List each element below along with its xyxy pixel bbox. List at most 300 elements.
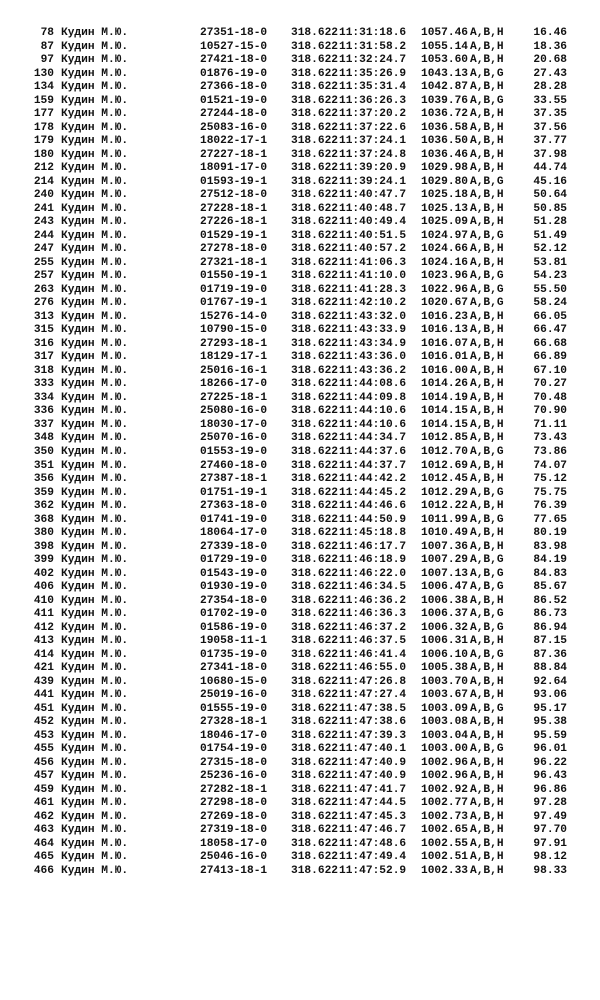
list-item bbox=[0, 851, 600, 865]
row-number: 464 bbox=[33, 837, 54, 850]
ring-code: 18091-17-0 bbox=[200, 162, 268, 175]
score-value: 28.28 bbox=[533, 81, 567, 94]
distance-value: 318.622 bbox=[291, 554, 338, 567]
arrival-time: 11:47:40.9 bbox=[339, 756, 407, 769]
row-number: 316 bbox=[33, 337, 54, 350]
ring-code: 10680-15-0 bbox=[200, 675, 268, 688]
row-number: 255 bbox=[33, 256, 54, 269]
arrival-time: 11:43:36.0 bbox=[339, 351, 407, 364]
owner-name: Кудин М.Ю. bbox=[61, 783, 129, 796]
row-number: 368 bbox=[33, 513, 54, 526]
section-codes: A,B,H bbox=[470, 689, 504, 702]
list-item bbox=[0, 54, 600, 68]
owner-name: Кудин М.Ю. bbox=[61, 500, 129, 513]
list-item bbox=[0, 108, 600, 122]
speed-value: 1042.87 bbox=[421, 81, 468, 94]
row-number: 466 bbox=[33, 864, 54, 877]
section-codes: A,B,H bbox=[470, 756, 504, 769]
ring-code: 25080-16-0 bbox=[200, 405, 268, 418]
ring-code: 01767-19-1 bbox=[200, 297, 268, 310]
section-codes: A,B,H bbox=[470, 243, 504, 256]
score-value: 97.49 bbox=[533, 810, 567, 823]
score-value: 45.16 bbox=[533, 175, 567, 188]
arrival-time: 11:46:17.7 bbox=[339, 540, 407, 553]
arrival-time: 11:44:10.6 bbox=[339, 405, 407, 418]
score-value: 50.85 bbox=[533, 202, 567, 215]
ring-code: 27269-18-0 bbox=[200, 810, 268, 823]
ring-code: 01735-19-0 bbox=[200, 648, 268, 661]
speed-value: 1012.22 bbox=[421, 500, 468, 513]
section-codes: A,B,H bbox=[470, 148, 504, 161]
section-codes: A,B,H bbox=[470, 27, 504, 39]
list-item bbox=[0, 649, 600, 663]
distance-value: 318.622 bbox=[291, 108, 338, 121]
arrival-time: 11:37:24.8 bbox=[339, 148, 407, 161]
row-number: 179 bbox=[33, 135, 54, 148]
distance-value: 318.622 bbox=[291, 837, 338, 850]
owner-name: Кудин М.Ю. bbox=[61, 121, 129, 134]
row-number: 455 bbox=[33, 743, 54, 756]
owner-name: Кудин М.Ю. bbox=[61, 554, 129, 567]
section-codes: A,B,H bbox=[470, 81, 504, 94]
owner-name: Кудин М.Ю. bbox=[61, 189, 129, 202]
ring-code: 27512-18-0 bbox=[200, 189, 268, 202]
distance-value: 318.622 bbox=[291, 567, 338, 580]
section-codes: A,B,H bbox=[470, 405, 504, 418]
ring-code: 27226-18-1 bbox=[200, 216, 268, 229]
list-item bbox=[0, 122, 600, 136]
ring-code: 18129-17-1 bbox=[200, 351, 268, 364]
section-codes: A,B,H bbox=[470, 121, 504, 134]
owner-name: Кудин М.Ю. bbox=[61, 162, 129, 175]
list-item bbox=[0, 270, 600, 284]
distance-value: 318.622 bbox=[291, 27, 338, 39]
score-value: 52.12 bbox=[533, 243, 567, 256]
ring-code: 27225-18-1 bbox=[200, 391, 268, 404]
row-number: 315 bbox=[33, 324, 54, 337]
score-value: 66.47 bbox=[533, 324, 567, 337]
speed-value: 1002.65 bbox=[421, 824, 468, 837]
distance-value: 318.622 bbox=[291, 702, 338, 715]
speed-value: 1057.46 bbox=[421, 27, 468, 39]
list-item bbox=[0, 378, 600, 392]
ring-code: 01876-19-0 bbox=[200, 67, 268, 80]
section-codes: A,B,H bbox=[470, 675, 504, 688]
speed-value: 1002.96 bbox=[421, 770, 468, 783]
score-value: 86.73 bbox=[533, 608, 567, 621]
arrival-time: 11:47:49.4 bbox=[339, 851, 407, 864]
arrival-time: 11:46:36.3 bbox=[339, 608, 407, 621]
list-item bbox=[0, 203, 600, 217]
score-value: 96.86 bbox=[533, 783, 567, 796]
score-value: 77.65 bbox=[533, 513, 567, 526]
distance-value: 318.622 bbox=[291, 621, 338, 634]
distance-value: 318.622 bbox=[291, 297, 338, 310]
score-value: 70.27 bbox=[533, 378, 567, 391]
score-value: 96.43 bbox=[533, 770, 567, 783]
speed-value: 1002.73 bbox=[421, 810, 468, 823]
speed-value: 1005.38 bbox=[421, 662, 468, 675]
owner-name: Кудин М.Ю. bbox=[61, 27, 129, 39]
arrival-time: 11:41:10.0 bbox=[339, 270, 407, 283]
section-codes: A,B,H bbox=[470, 824, 504, 837]
row-number: 257 bbox=[33, 270, 54, 283]
score-value: 27.43 bbox=[533, 67, 567, 80]
row-number: 356 bbox=[33, 473, 54, 486]
arrival-time: 11:42:10.2 bbox=[339, 297, 407, 310]
owner-name: Кудин М.Ю. bbox=[61, 391, 129, 404]
distance-value: 318.622 bbox=[291, 351, 338, 364]
ring-code: 27228-18-1 bbox=[200, 202, 268, 215]
owner-name: Кудин М.Ю. bbox=[61, 243, 129, 256]
ring-code: 27363-18-0 bbox=[200, 500, 268, 513]
owner-name: Кудин М.Ю. bbox=[61, 702, 129, 715]
owner-name: Кудин М.Ю. bbox=[61, 608, 129, 621]
row-number: 334 bbox=[33, 391, 54, 404]
row-number: 452 bbox=[33, 716, 54, 729]
owner-name: Кудин М.Ю. bbox=[61, 770, 129, 783]
ring-code: 18046-17-0 bbox=[200, 729, 268, 742]
score-value: 71.11 bbox=[533, 418, 567, 431]
ring-code: 25019-16-0 bbox=[200, 689, 268, 702]
speed-value: 1016.13 bbox=[421, 324, 468, 337]
ring-code: 25070-16-0 bbox=[200, 432, 268, 445]
section-codes: A,B,G bbox=[470, 513, 504, 526]
row-number: 318 bbox=[33, 364, 54, 377]
speed-value: 1029.98 bbox=[421, 162, 468, 175]
list-item bbox=[0, 135, 600, 149]
section-codes: A,B,G bbox=[470, 67, 504, 80]
list-item bbox=[0, 743, 600, 757]
row-number: 247 bbox=[33, 243, 54, 256]
arrival-time: 11:44:09.8 bbox=[339, 391, 407, 404]
owner-name: Кудин М.Ю. bbox=[61, 648, 129, 661]
section-codes: A,B,G bbox=[470, 94, 504, 107]
section-codes: A,B,G bbox=[470, 702, 504, 715]
distance-value: 318.622 bbox=[291, 513, 338, 526]
speed-value: 1014.26 bbox=[421, 378, 468, 391]
ring-code: 27293-18-1 bbox=[200, 337, 268, 350]
list-item bbox=[0, 460, 600, 474]
distance-value: 318.622 bbox=[291, 337, 338, 350]
list-item bbox=[0, 568, 600, 582]
distance-value: 318.622 bbox=[291, 635, 338, 648]
arrival-time: 11:46:22.0 bbox=[339, 567, 407, 580]
section-codes: A,B,G bbox=[470, 648, 504, 661]
score-value: 86.52 bbox=[533, 594, 567, 607]
score-value: 97.70 bbox=[533, 824, 567, 837]
list-item bbox=[0, 68, 600, 82]
list-item bbox=[0, 432, 600, 446]
row-number: 414 bbox=[33, 648, 54, 661]
list-item bbox=[0, 662, 600, 676]
speed-value: 1012.70 bbox=[421, 445, 468, 458]
row-number: 336 bbox=[33, 405, 54, 418]
speed-value: 1003.08 bbox=[421, 716, 468, 729]
list-item bbox=[0, 297, 600, 311]
speed-value: 1039.76 bbox=[421, 94, 468, 107]
score-value: 51.28 bbox=[533, 216, 567, 229]
ring-code: 25083-16-0 bbox=[200, 121, 268, 134]
owner-name: Кудин М.Ю. bbox=[61, 67, 129, 80]
score-value: 92.64 bbox=[533, 675, 567, 688]
score-value: 85.67 bbox=[533, 581, 567, 594]
distance-value: 318.622 bbox=[291, 770, 338, 783]
row-number: 441 bbox=[33, 689, 54, 702]
section-codes: A,B,H bbox=[470, 364, 504, 377]
owner-name: Кудин М.Ю. bbox=[61, 675, 129, 688]
ring-code: 01553-19-0 bbox=[200, 445, 268, 458]
section-codes: A,B,H bbox=[470, 162, 504, 175]
distance-value: 318.622 bbox=[291, 527, 338, 540]
owner-name: Кудин М.Ю. bbox=[61, 364, 129, 377]
section-codes: A,B,G bbox=[470, 283, 504, 296]
arrival-time: 11:44:37.7 bbox=[339, 459, 407, 472]
row-number: 313 bbox=[33, 310, 54, 323]
list-item bbox=[0, 676, 600, 690]
row-number: 214 bbox=[33, 175, 54, 188]
owner-name: Кудин М.Ю. bbox=[61, 756, 129, 769]
owner-name: Кудин М.Ю. bbox=[61, 797, 129, 810]
distance-value: 318.622 bbox=[291, 418, 338, 431]
ring-code: 01529-19-1 bbox=[200, 229, 268, 242]
arrival-time: 11:43:33.9 bbox=[339, 324, 407, 337]
distance-value: 318.622 bbox=[291, 391, 338, 404]
arrival-time: 11:31:58.2 bbox=[339, 40, 407, 53]
speed-value: 1003.70 bbox=[421, 675, 468, 688]
speed-value: 1002.92 bbox=[421, 783, 468, 796]
row-number: 461 bbox=[33, 797, 54, 810]
arrival-time: 11:40:51.5 bbox=[339, 229, 407, 242]
arrival-time: 11:47:27.4 bbox=[339, 689, 407, 702]
distance-value: 318.622 bbox=[291, 283, 338, 296]
owner-name: Кудин М.Ю. bbox=[61, 94, 129, 107]
speed-value: 1006.10 bbox=[421, 648, 468, 661]
arrival-time: 11:44:45.2 bbox=[339, 486, 407, 499]
ring-code: 27341-18-0 bbox=[200, 662, 268, 675]
distance-value: 318.622 bbox=[291, 175, 338, 188]
distance-value: 318.622 bbox=[291, 432, 338, 445]
score-value: 54.23 bbox=[533, 270, 567, 283]
list-item bbox=[0, 149, 600, 163]
distance-value: 318.622 bbox=[291, 851, 338, 864]
score-value: 16.46 bbox=[533, 27, 567, 39]
arrival-time: 11:47:39.3 bbox=[339, 729, 407, 742]
arrival-time: 11:32:24.7 bbox=[339, 54, 407, 67]
ring-code: 25016-16-1 bbox=[200, 364, 268, 377]
ring-code: 01543-19-0 bbox=[200, 567, 268, 580]
arrival-time: 11:40:49.4 bbox=[339, 216, 407, 229]
section-codes: A,B,H bbox=[470, 459, 504, 472]
section-codes: A,B,H bbox=[470, 378, 504, 391]
arrival-time: 11:44:10.6 bbox=[339, 418, 407, 431]
row-number: 351 bbox=[33, 459, 54, 472]
score-value: 87.15 bbox=[533, 635, 567, 648]
ring-code: 25046-16-0 bbox=[200, 851, 268, 864]
list-item bbox=[0, 176, 600, 190]
distance-value: 318.622 bbox=[291, 810, 338, 823]
list-item bbox=[0, 541, 600, 555]
speed-value: 1020.67 bbox=[421, 297, 468, 310]
owner-name: Кудин М.Ю. bbox=[61, 473, 129, 486]
speed-value: 1055.14 bbox=[421, 40, 468, 53]
distance-value: 318.622 bbox=[291, 594, 338, 607]
distance-value: 318.622 bbox=[291, 459, 338, 472]
distance-value: 318.622 bbox=[291, 121, 338, 134]
score-value: 83.98 bbox=[533, 540, 567, 553]
list-item bbox=[0, 554, 600, 568]
list-item bbox=[0, 716, 600, 730]
owner-name: Кудин М.Ю. bbox=[61, 864, 129, 877]
section-codes: A,B,H bbox=[470, 770, 504, 783]
section-codes: A,B,H bbox=[470, 810, 504, 823]
arrival-time: 11:47:48.6 bbox=[339, 837, 407, 850]
score-value: 50.64 bbox=[533, 189, 567, 202]
speed-value: 1002.51 bbox=[421, 851, 468, 864]
owner-name: Кудин М.Ю. bbox=[61, 432, 129, 445]
results-list bbox=[0, 27, 600, 878]
row-number: 399 bbox=[33, 554, 54, 567]
row-number: 97 bbox=[40, 54, 54, 67]
score-value: 20.68 bbox=[533, 54, 567, 67]
arrival-time: 11:46:36.2 bbox=[339, 594, 407, 607]
owner-name: Кудин М.Ю. bbox=[61, 283, 129, 296]
distance-value: 318.622 bbox=[291, 243, 338, 256]
speed-value: 1006.38 bbox=[421, 594, 468, 607]
list-item bbox=[0, 608, 600, 622]
ring-code: 18064-17-0 bbox=[200, 527, 268, 540]
speed-value: 1036.50 bbox=[421, 135, 468, 148]
ring-code: 01555-19-0 bbox=[200, 702, 268, 715]
ring-code: 27366-18-0 bbox=[200, 81, 268, 94]
arrival-time: 11:37:20.2 bbox=[339, 108, 407, 121]
row-number: 180 bbox=[33, 148, 54, 161]
speed-value: 1025.18 bbox=[421, 189, 468, 202]
speed-value: 1002.96 bbox=[421, 756, 468, 769]
row-number: 78 bbox=[40, 27, 54, 39]
owner-name: Кудин М.Ю. bbox=[61, 621, 129, 634]
ring-code: 18266-17-0 bbox=[200, 378, 268, 391]
owner-name: Кудин М.Ю. bbox=[61, 229, 129, 242]
distance-value: 318.622 bbox=[291, 229, 338, 242]
speed-value: 1016.23 bbox=[421, 310, 468, 323]
score-value: 44.74 bbox=[533, 162, 567, 175]
owner-name: Кудин М.Ю. bbox=[61, 729, 129, 742]
row-number: 406 bbox=[33, 581, 54, 594]
score-value: 37.35 bbox=[533, 108, 567, 121]
row-number: 244 bbox=[33, 229, 54, 242]
speed-value: 1010.49 bbox=[421, 527, 468, 540]
list-item bbox=[0, 622, 600, 636]
ring-code: 27339-18-0 bbox=[200, 540, 268, 553]
arrival-time: 11:47:26.8 bbox=[339, 675, 407, 688]
speed-value: 1022.96 bbox=[421, 283, 468, 296]
list-item bbox=[0, 162, 600, 176]
score-value: 73.43 bbox=[533, 432, 567, 445]
arrival-time: 11:46:37.5 bbox=[339, 635, 407, 648]
arrival-time: 11:43:36.2 bbox=[339, 364, 407, 377]
arrival-time: 11:44:42.2 bbox=[339, 473, 407, 486]
ring-code: 01593-19-1 bbox=[200, 175, 268, 188]
score-value: 80.19 bbox=[533, 527, 567, 540]
ring-code: 10790-15-0 bbox=[200, 324, 268, 337]
owner-name: Кудин М.Ю. bbox=[61, 486, 129, 499]
speed-value: 1043.13 bbox=[421, 67, 468, 80]
score-value: 97.91 bbox=[533, 837, 567, 850]
ring-code: 27298-18-0 bbox=[200, 797, 268, 810]
speed-value: 1007.36 bbox=[421, 540, 468, 553]
score-value: 84.83 bbox=[533, 567, 567, 580]
distance-value: 318.622 bbox=[291, 310, 338, 323]
score-value: 97.28 bbox=[533, 797, 567, 810]
ring-code: 18058-17-0 bbox=[200, 837, 268, 850]
arrival-time: 11:47:46.7 bbox=[339, 824, 407, 837]
ring-code: 25236-16-0 bbox=[200, 770, 268, 783]
owner-name: Кудин М.Ю. bbox=[61, 216, 129, 229]
section-codes: A,B,H bbox=[470, 662, 504, 675]
owner-name: Кудин М.Ю. bbox=[61, 689, 129, 702]
section-codes: A,B,H bbox=[470, 310, 504, 323]
score-value: 95.38 bbox=[533, 716, 567, 729]
ring-code: 27460-18-0 bbox=[200, 459, 268, 472]
list-item bbox=[0, 189, 600, 203]
speed-value: 1016.01 bbox=[421, 351, 468, 364]
ring-code: 27421-18-0 bbox=[200, 54, 268, 67]
row-number: 178 bbox=[33, 121, 54, 134]
arrival-time: 11:35:31.4 bbox=[339, 81, 407, 94]
arrival-time: 11:41:28.3 bbox=[339, 283, 407, 296]
arrival-time: 11:40:47.7 bbox=[339, 189, 407, 202]
score-value: 95.17 bbox=[533, 702, 567, 715]
owner-name: Кудин М.Ю. bbox=[61, 635, 129, 648]
owner-name: Кудин М.Ю. bbox=[61, 837, 129, 850]
list-item bbox=[0, 351, 600, 365]
arrival-time: 11:47:40.1 bbox=[339, 743, 407, 756]
distance-value: 318.622 bbox=[291, 864, 338, 877]
row-number: 348 bbox=[33, 432, 54, 445]
arrival-time: 11:47:41.7 bbox=[339, 783, 407, 796]
speed-value: 1012.69 bbox=[421, 459, 468, 472]
section-codes: A,B,G bbox=[470, 621, 504, 634]
distance-value: 318.622 bbox=[291, 756, 338, 769]
distance-value: 318.622 bbox=[291, 675, 338, 688]
row-number: 402 bbox=[33, 567, 54, 580]
ring-code: 01729-19-0 bbox=[200, 554, 268, 567]
list-item bbox=[0, 703, 600, 717]
arrival-time: 11:47:40.9 bbox=[339, 770, 407, 783]
list-item bbox=[0, 27, 600, 41]
distance-value: 318.622 bbox=[291, 405, 338, 418]
section-codes: A,B,H bbox=[470, 189, 504, 202]
section-codes: A,B,H bbox=[470, 527, 504, 540]
owner-name: Кудин М.Ю. bbox=[61, 351, 129, 364]
distance-value: 318.622 bbox=[291, 716, 338, 729]
owner-name: Кудин М.Ю. bbox=[61, 337, 129, 350]
distance-value: 318.622 bbox=[291, 94, 338, 107]
section-codes: A,B,H bbox=[470, 135, 504, 148]
speed-value: 1002.77 bbox=[421, 797, 468, 810]
row-number: 87 bbox=[40, 40, 54, 53]
distance-value: 318.622 bbox=[291, 743, 338, 756]
section-codes: A,B,H bbox=[470, 473, 504, 486]
list-item bbox=[0, 419, 600, 433]
owner-name: Кудин М.Ю. bbox=[61, 40, 129, 53]
list-item bbox=[0, 405, 600, 419]
owner-name: Кудин М.Ю. bbox=[61, 513, 129, 526]
section-codes: A,B,H bbox=[470, 635, 504, 648]
owner-name: Кудин М.Ю. bbox=[61, 81, 129, 94]
ring-code: 27321-18-1 bbox=[200, 256, 268, 269]
